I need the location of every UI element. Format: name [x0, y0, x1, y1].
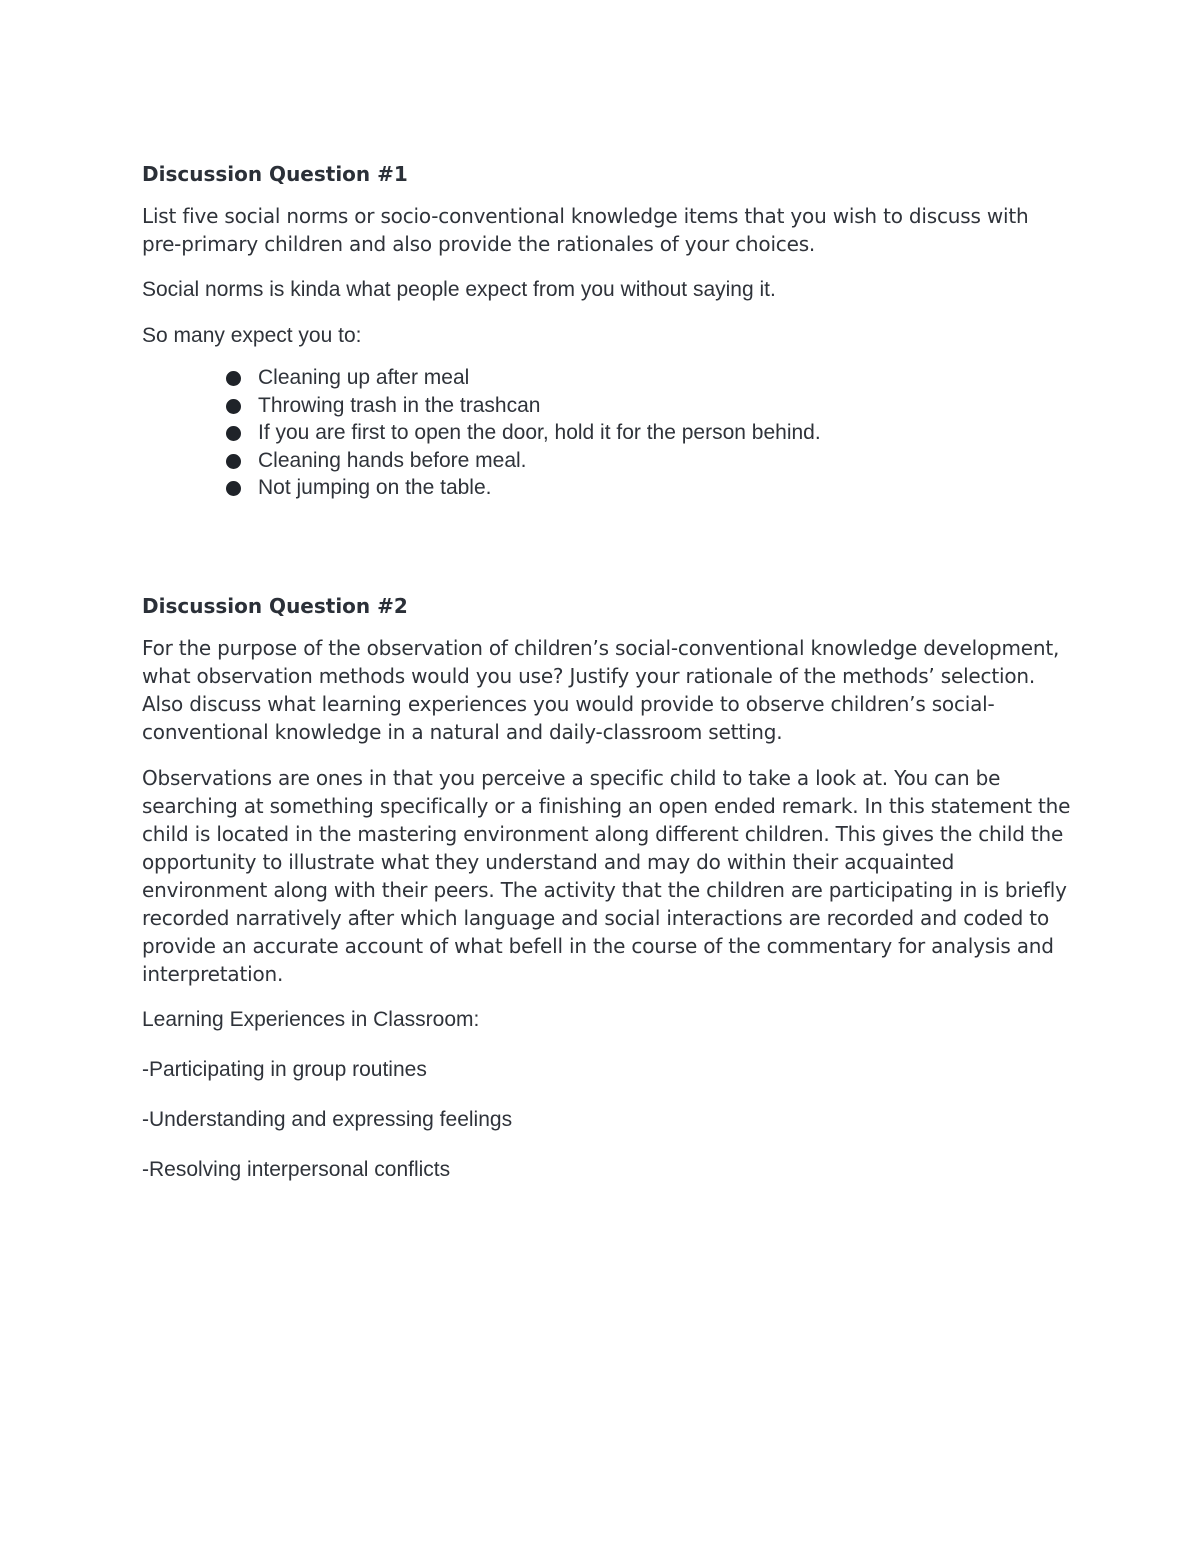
social-norms-list	[226, 364, 1072, 502]
document-body	[142, 158, 1072, 1206]
list-item-text: Cleaning up after meal	[258, 366, 470, 389]
question-1-answer-intro: Social norms is kinda what people expect from you without saying it.	[142, 278, 776, 301]
section-spacer	[142, 502, 1072, 590]
question-2-answer: Observations are ones in that you perceive a specific child to take a look at. You can be searching at something specifically or a finishing an open ended remark. In this statement the child is located in the mastering environment along different children. This gives the child the opportunity to illustrate what they understand and may do within their acquainted environment along with their peers. The activity that the children are participating in is briefly recorded narratively after which language and social interactions are recorded and coded to provide an accurate account of what befell in the course of the commentary for analysis and interpretation.	[142, 765, 1071, 986]
bullet-icon	[226, 426, 241, 441]
bullet-icon	[226, 371, 241, 386]
list-item	[226, 419, 1072, 447]
question-1-prompt: List five social norms or socio-conventional knowledge items that you wish to discuss with pre-primary children and also provide the rationales of your choices.	[142, 204, 1029, 256]
bullet-icon	[226, 454, 241, 469]
question-2-heading: Discussion Question #2	[142, 593, 408, 618]
question-1-heading: Discussion Question #1	[142, 162, 408, 186]
list-item	[226, 364, 1072, 392]
list-item-text: If you are first to open the door, hold it for the person behind.	[258, 421, 821, 444]
list-item-text: Cleaning hands before meal.	[258, 448, 527, 472]
list-item	[226, 392, 1072, 420]
bullet-icon	[226, 399, 241, 414]
question-1-list-intro: So many expect you to:	[142, 324, 362, 347]
learning-experience-item: -Understanding and expressing feelings	[142, 1107, 513, 1131]
list-item-text: Not jumping on the table.	[258, 476, 492, 499]
learning-experience-item: -Resolving interpersonal conflicts	[142, 1157, 451, 1181]
learning-experiences-title: Learning Experiences in Classroom:	[142, 1007, 480, 1031]
list-item	[226, 474, 1072, 502]
list-item-text: Throwing trash in the trashcan	[258, 393, 541, 417]
bullet-icon	[226, 481, 241, 496]
question-2-prompt: For the purpose of the observation of children’s social-conventional knowledge development, what observation methods would you use? Justify your rationale of the methods’ selection. Also discuss what learning experiences you would provide to observe children’s social-conventional knowledge in a natural and daily-classroom setting.	[142, 635, 1060, 744]
list-item	[226, 447, 1072, 475]
learning-experience-item: -Participating in group routines	[142, 1057, 427, 1081]
